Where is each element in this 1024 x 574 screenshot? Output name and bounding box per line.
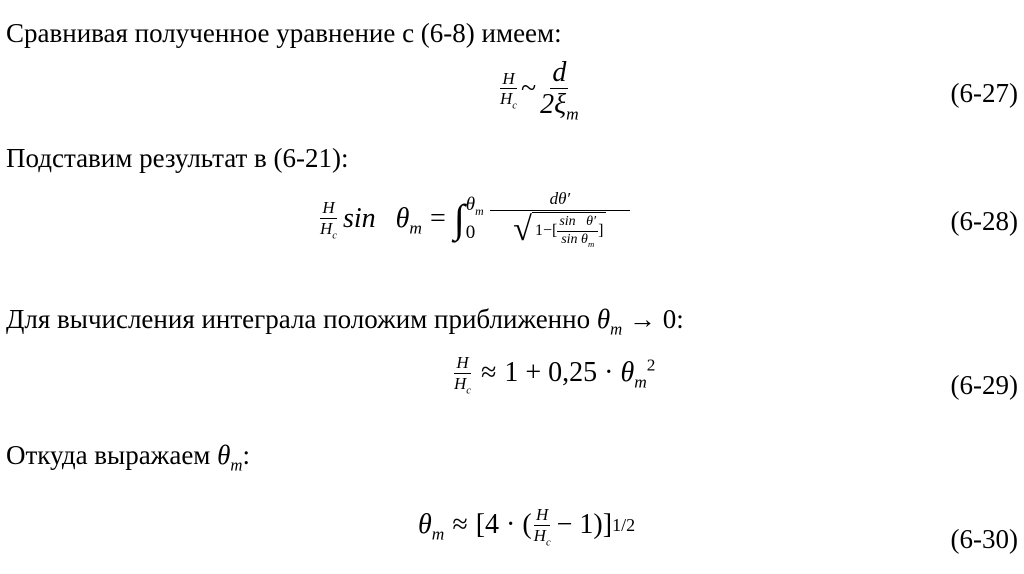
subscript: m <box>587 238 595 249</box>
subscript: c <box>466 385 471 397</box>
inner-fraction <box>557 215 598 247</box>
root-tail: ] <box>598 221 604 239</box>
subscript: c <box>545 537 551 549</box>
equation-6-28 <box>318 190 630 247</box>
theta: θ <box>395 202 410 234</box>
denominator: H <box>454 373 467 393</box>
paragraph-express <box>6 440 251 475</box>
sin-function: sin <box>342 202 376 234</box>
text: Для вычисления интеграла положим приближенно <box>6 304 591 334</box>
inner-numerator: sin θ′ <box>557 215 598 232</box>
subscript: m <box>409 218 422 238</box>
numerator: H <box>456 353 469 372</box>
numerator: H <box>322 198 335 218</box>
integral-sign: ∫ <box>453 195 465 241</box>
denominator: H <box>500 89 513 109</box>
equation-6-30: $\theta_m$ ≈ [4 · ( $\frac{H}{H_c}$ − 1)] 1/2 <box>418 505 636 549</box>
inner-denominator: sin θ <box>561 231 588 247</box>
equation-6-27 <box>498 57 581 124</box>
fraction-d-over-2xi <box>538 57 581 124</box>
numerator: d <box>552 57 567 88</box>
integrand-fraction <box>490 190 631 247</box>
subscript: c <box>512 100 517 112</box>
equals: = <box>429 202 446 234</box>
denominator: H <box>533 525 546 545</box>
upper-limit: θ <box>465 193 476 215</box>
theta: θ <box>596 304 611 334</box>
lower-limit: 0 <box>465 221 476 243</box>
text-tail: : <box>242 440 251 470</box>
equation-number: (6-28) <box>950 206 1018 236</box>
root-lead: 1−[ <box>534 221 558 239</box>
square-root <box>513 212 606 247</box>
equation-number: (6-30) <box>950 524 1018 554</box>
paragraph-substitute: Подставим результат в (6-21): <box>6 143 349 173</box>
theta: θ <box>418 509 432 541</box>
fraction-h-over-hc <box>498 68 519 112</box>
operator: ~ <box>520 72 537 104</box>
subscript: m <box>610 319 623 339</box>
numerator: H <box>502 68 515 88</box>
rhs-close: − 1)] <box>556 509 613 541</box>
paragraph-approximation <box>6 304 684 339</box>
theta: θ <box>217 440 231 470</box>
rhs-expression: 1 + 0,25 · <box>504 357 621 389</box>
theta: θ <box>620 357 635 389</box>
approx-operator: ≈ <box>480 357 497 389</box>
subscript: m <box>431 524 445 544</box>
subscript: m <box>475 204 484 218</box>
superscript: 2 <box>646 356 656 376</box>
subscript: m <box>230 455 243 475</box>
numerator: dθ′ <box>490 190 631 211</box>
text-tail: → 0: <box>628 304 684 334</box>
fraction-h-over-hc <box>532 505 553 549</box>
equation-number: (6-29) <box>950 370 1018 400</box>
rhs-open: [4 · ( <box>475 509 532 541</box>
subscript: m <box>566 104 579 124</box>
paragraph-compare: Сравнивая полученное уравнение с (6-8) имеем: <box>6 18 562 48</box>
fraction-h-over-hc <box>452 353 473 397</box>
subscript: c <box>332 230 337 242</box>
fraction-h-over-hc <box>318 198 339 242</box>
denominator: H <box>320 219 333 239</box>
equation-number: (6-27) <box>950 78 1018 108</box>
sqrt-sign: √ <box>513 211 532 249</box>
integral <box>454 194 484 244</box>
equation-6-29 <box>452 353 656 397</box>
approx-operator: ≈ <box>452 509 468 541</box>
text: Откуда выражаем <box>6 440 211 470</box>
subscript: m <box>634 372 647 392</box>
numerator: H <box>536 505 549 524</box>
denominator: 2ξ <box>540 89 567 121</box>
